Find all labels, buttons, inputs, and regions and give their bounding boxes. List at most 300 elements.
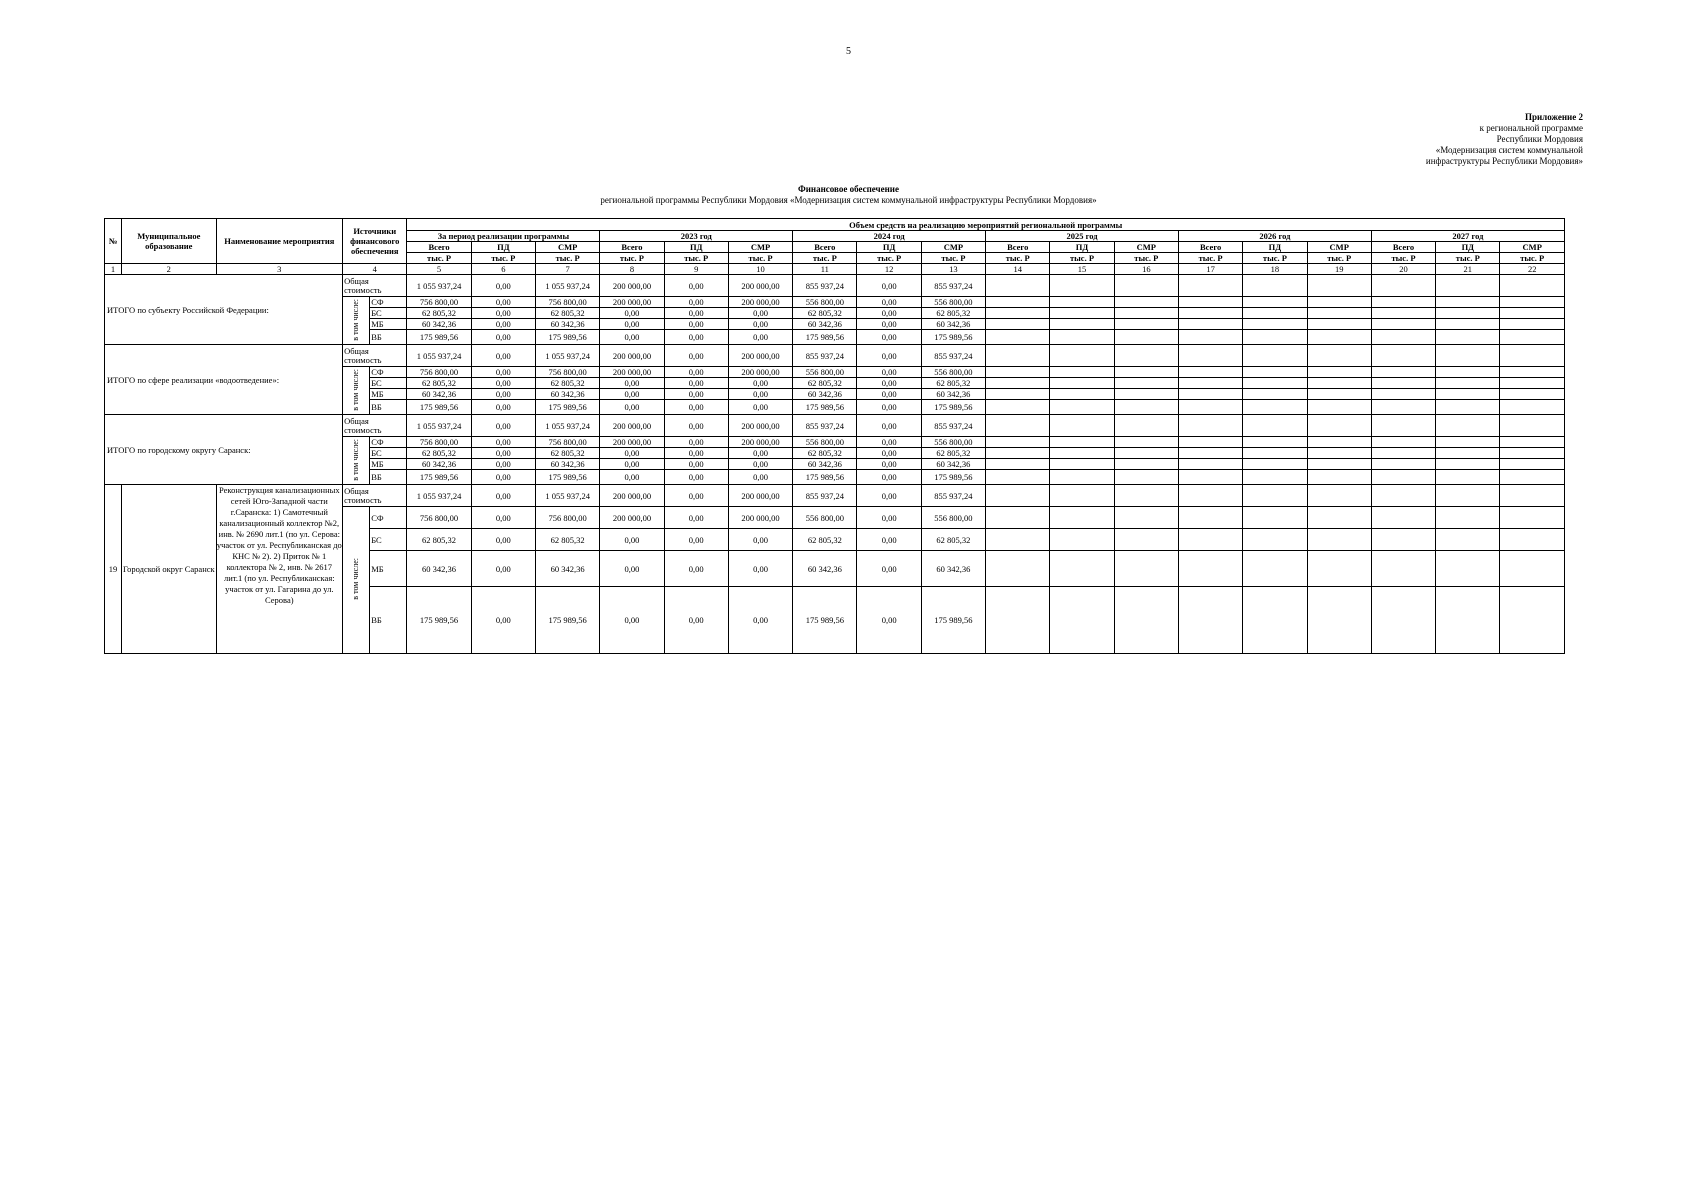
header-sub-smr: СМР	[1307, 242, 1371, 253]
value-cell: 0,00	[857, 275, 921, 297]
value-cell: 175 989,56	[407, 400, 471, 415]
value-cell	[1436, 437, 1500, 448]
value-cell: 200 000,00	[600, 485, 664, 507]
value-cell	[1436, 470, 1500, 485]
value-cell: 556 800,00	[921, 297, 985, 308]
incl-label	[343, 437, 370, 485]
document-title-main: Финансовое обеспечение	[798, 184, 899, 194]
value-cell	[986, 485, 1050, 507]
header-unit: тыс. Р	[793, 253, 857, 264]
value-cell: 62 805,32	[536, 529, 600, 551]
header-unit: тыс. Р	[536, 253, 600, 264]
value-cell	[1371, 507, 1435, 529]
value-cell	[1243, 529, 1307, 551]
value-cell	[1178, 389, 1242, 400]
value-cell: 62 805,32	[921, 448, 985, 459]
value-cell: 0,00	[664, 507, 728, 529]
value-cell: 0,00	[664, 437, 728, 448]
value-cell	[1371, 459, 1435, 470]
value-cell: 1 055 937,24	[536, 415, 600, 437]
value-cell: 0,00	[664, 415, 728, 437]
header-sub-total: Всего	[986, 242, 1050, 253]
value-cell	[1114, 297, 1178, 308]
value-cell	[1114, 470, 1178, 485]
value-cell	[1500, 378, 1565, 389]
value-cell	[986, 587, 1050, 654]
value-cell: 1 055 937,24	[407, 485, 471, 507]
value-cell	[1500, 507, 1565, 529]
value-cell: 0,00	[471, 459, 535, 470]
value-cell: 62 805,32	[407, 448, 471, 459]
value-cell	[1371, 551, 1435, 587]
value-cell: 0,00	[664, 400, 728, 415]
incl-label-text: в том числе:	[351, 298, 361, 341]
source-name: СФ	[370, 507, 407, 529]
value-cell: 0,00	[471, 448, 535, 459]
value-cell	[1050, 448, 1114, 459]
value-cell: 0,00	[471, 507, 535, 529]
value-cell	[1371, 437, 1435, 448]
value-cell	[1114, 415, 1178, 437]
column-number: 8	[600, 264, 664, 275]
value-cell: 60 342,36	[536, 319, 600, 330]
value-cell: 0,00	[857, 470, 921, 485]
value-cell	[1371, 448, 1435, 459]
value-cell: 756 800,00	[407, 437, 471, 448]
value-cell: 0,00	[857, 378, 921, 389]
value-cell: 200 000,00	[728, 437, 792, 448]
value-cell	[986, 275, 1050, 297]
header-unit: тыс. Р	[857, 253, 921, 264]
value-cell	[1307, 448, 1371, 459]
column-number: 9	[664, 264, 728, 275]
value-cell	[1500, 415, 1565, 437]
value-cell	[1436, 389, 1500, 400]
value-cell	[986, 551, 1050, 587]
value-cell: 200 000,00	[728, 297, 792, 308]
header-unit: тыс. Р	[1243, 253, 1307, 264]
value-cell	[1500, 345, 1565, 367]
value-cell: 556 800,00	[793, 297, 857, 308]
value-cell	[986, 378, 1050, 389]
header-sub-smr: СМР	[1114, 242, 1178, 253]
value-cell	[1243, 415, 1307, 437]
value-cell	[1114, 485, 1178, 507]
value-cell	[1436, 485, 1500, 507]
value-cell	[986, 437, 1050, 448]
value-cell	[1371, 415, 1435, 437]
value-cell: 0,00	[857, 459, 921, 470]
table-row	[105, 345, 1565, 367]
value-cell: 60 342,36	[536, 459, 600, 470]
incl-label	[343, 297, 370, 345]
value-cell: 60 342,36	[536, 389, 600, 400]
value-cell: 0,00	[471, 297, 535, 308]
header-unit: тыс. Р	[1500, 253, 1565, 264]
value-cell	[1243, 367, 1307, 378]
header-unit: тыс. Р	[921, 253, 985, 264]
value-cell	[1114, 319, 1178, 330]
value-cell: 855 937,24	[921, 485, 985, 507]
source-name: МБ	[370, 319, 407, 330]
value-cell: 0,00	[600, 400, 664, 415]
header-unit: тыс. Р	[1307, 253, 1371, 264]
total-label: Общая стоимость	[343, 275, 407, 297]
value-cell	[1178, 378, 1242, 389]
value-cell	[1178, 330, 1242, 345]
header-sub-pd: ПД	[471, 242, 535, 253]
value-cell	[1050, 367, 1114, 378]
column-number: 15	[1050, 264, 1114, 275]
source-name: БС	[370, 529, 407, 551]
value-cell	[1243, 507, 1307, 529]
column-number: 20	[1371, 264, 1435, 275]
value-cell	[1436, 345, 1500, 367]
value-cell: 0,00	[728, 389, 792, 400]
value-cell: 0,00	[728, 308, 792, 319]
value-cell	[1371, 529, 1435, 551]
value-cell	[1178, 367, 1242, 378]
value-cell	[1500, 297, 1565, 308]
group-label: ИТОГО по городскому округу Саранск:	[105, 415, 343, 485]
value-cell	[1243, 389, 1307, 400]
header-unit: тыс. Р	[664, 253, 728, 264]
value-cell: 60 342,36	[921, 319, 985, 330]
value-cell: 0,00	[600, 551, 664, 587]
value-cell	[986, 459, 1050, 470]
value-cell	[1307, 507, 1371, 529]
value-cell: 200 000,00	[728, 415, 792, 437]
value-cell: 1 055 937,24	[536, 275, 600, 297]
value-cell: 0,00	[600, 308, 664, 319]
value-cell: 0,00	[857, 319, 921, 330]
header-unit: тыс. Р	[1050, 253, 1114, 264]
column-number: 10	[728, 264, 792, 275]
value-cell	[1114, 330, 1178, 345]
value-cell	[1500, 459, 1565, 470]
value-cell: 175 989,56	[407, 587, 471, 654]
value-cell: 0,00	[728, 529, 792, 551]
source-name: МБ	[370, 459, 407, 470]
value-cell	[1307, 459, 1371, 470]
value-cell	[1500, 587, 1565, 654]
value-cell	[986, 389, 1050, 400]
value-cell	[1243, 308, 1307, 319]
value-cell: 60 342,36	[793, 459, 857, 470]
value-cell	[1436, 367, 1500, 378]
value-cell: 0,00	[471, 378, 535, 389]
value-cell	[986, 308, 1050, 319]
value-cell	[1178, 485, 1242, 507]
value-cell: 60 342,36	[407, 389, 471, 400]
value-cell	[1371, 400, 1435, 415]
value-cell: 0,00	[471, 345, 535, 367]
value-cell: 855 937,24	[921, 415, 985, 437]
value-cell	[1050, 275, 1114, 297]
value-cell	[1436, 587, 1500, 654]
value-cell	[1436, 448, 1500, 459]
value-cell: 175 989,56	[536, 400, 600, 415]
value-cell	[1436, 551, 1500, 587]
document-title-sub: региональной программы Республики Мордовия «Модернизация систем коммунальной инфраструктуры Республики Мордовия»	[600, 195, 1097, 205]
value-cell	[1050, 345, 1114, 367]
value-cell: 200 000,00	[600, 345, 664, 367]
value-cell: 0,00	[471, 415, 535, 437]
value-cell: 60 342,36	[536, 551, 600, 587]
value-cell	[1178, 459, 1242, 470]
header-period: 2023 год	[600, 231, 793, 242]
value-cell: 556 800,00	[793, 367, 857, 378]
value-cell: 175 989,56	[407, 330, 471, 345]
value-cell	[1371, 297, 1435, 308]
value-cell	[1050, 308, 1114, 319]
value-cell	[1114, 437, 1178, 448]
header-sub-total: Всего	[1178, 242, 1242, 253]
value-cell	[1114, 345, 1178, 367]
value-cell: 60 342,36	[921, 389, 985, 400]
value-cell: 0,00	[664, 470, 728, 485]
value-cell	[1178, 308, 1242, 319]
value-cell: 62 805,32	[921, 529, 985, 551]
header-period: 2024 год	[793, 231, 986, 242]
value-cell	[1050, 507, 1114, 529]
value-cell: 62 805,32	[793, 308, 857, 319]
value-cell: 556 800,00	[921, 507, 985, 529]
value-cell: 0,00	[664, 330, 728, 345]
table-row	[105, 485, 1565, 507]
value-cell: 0,00	[857, 367, 921, 378]
value-cell: 0,00	[664, 551, 728, 587]
header-period: 2025 год	[986, 231, 1179, 242]
value-cell: 0,00	[728, 448, 792, 459]
value-cell	[1436, 378, 1500, 389]
header-sub-total: Всего	[1371, 242, 1435, 253]
column-number: 18	[1243, 264, 1307, 275]
value-cell	[1243, 587, 1307, 654]
value-cell	[986, 367, 1050, 378]
header-unit: тыс. Р	[986, 253, 1050, 264]
value-cell	[1243, 319, 1307, 330]
value-cell: 0,00	[664, 378, 728, 389]
value-cell: 62 805,32	[407, 308, 471, 319]
value-cell	[1114, 507, 1178, 529]
header-unit: тыс. Р	[1436, 253, 1500, 264]
header-sub-smr: СМР	[1500, 242, 1565, 253]
value-cell: 0,00	[471, 470, 535, 485]
value-cell: 200 000,00	[600, 297, 664, 308]
financing-table	[104, 218, 1565, 654]
value-cell: 0,00	[857, 308, 921, 319]
header-unit: тыс. Р	[1371, 253, 1435, 264]
value-cell: 0,00	[600, 378, 664, 389]
value-cell: 175 989,56	[921, 587, 985, 654]
value-cell: 1 055 937,24	[407, 415, 471, 437]
value-cell: 0,00	[857, 448, 921, 459]
header-unit: тыс. Р	[471, 253, 535, 264]
value-cell: 0,00	[600, 330, 664, 345]
header-sub-pd: ПД	[1436, 242, 1500, 253]
value-cell	[1371, 587, 1435, 654]
header-sub-pd: ПД	[664, 242, 728, 253]
value-cell: 0,00	[471, 367, 535, 378]
value-cell	[1500, 448, 1565, 459]
value-cell	[1114, 400, 1178, 415]
value-cell: 0,00	[600, 587, 664, 654]
header-unit: тыс. Р	[600, 253, 664, 264]
value-cell: 0,00	[471, 319, 535, 330]
value-cell	[1243, 378, 1307, 389]
value-cell: 60 342,36	[793, 551, 857, 587]
value-cell: 0,00	[857, 330, 921, 345]
value-cell	[986, 319, 1050, 330]
value-cell	[1307, 400, 1371, 415]
value-cell: 756 800,00	[536, 437, 600, 448]
value-cell: 200 000,00	[728, 507, 792, 529]
value-cell: 175 989,56	[921, 400, 985, 415]
appendix-block	[1426, 112, 1583, 167]
total-label: Общая стоимость	[343, 485, 407, 507]
value-cell: 0,00	[857, 485, 921, 507]
value-cell	[1050, 297, 1114, 308]
column-number: 19	[1307, 264, 1371, 275]
value-cell: 60 342,36	[407, 551, 471, 587]
value-cell: 855 937,24	[793, 485, 857, 507]
value-cell: 0,00	[857, 529, 921, 551]
value-cell	[1500, 529, 1565, 551]
value-cell: 0,00	[857, 551, 921, 587]
value-cell: 60 342,36	[407, 459, 471, 470]
group-label: ИТОГО по субъекту Российской Федерации:	[105, 275, 343, 345]
value-cell: 175 989,56	[793, 470, 857, 485]
value-cell	[1500, 275, 1565, 297]
value-cell: 0,00	[664, 587, 728, 654]
value-cell: 62 805,32	[921, 308, 985, 319]
value-cell	[1114, 378, 1178, 389]
source-name: ВБ	[370, 587, 407, 654]
value-cell	[1114, 448, 1178, 459]
value-cell	[1436, 459, 1500, 470]
document-title	[0, 184, 1697, 206]
column-number: 16	[1114, 264, 1178, 275]
value-cell: 175 989,56	[536, 470, 600, 485]
value-cell	[986, 448, 1050, 459]
value-cell	[1371, 308, 1435, 319]
value-cell: 0,00	[664, 275, 728, 297]
value-cell: 0,00	[471, 551, 535, 587]
value-cell	[1050, 470, 1114, 485]
appendix-title: Приложение 2	[1524, 112, 1583, 122]
value-cell: 0,00	[664, 319, 728, 330]
value-cell: 0,00	[600, 319, 664, 330]
value-cell	[1178, 551, 1242, 587]
value-cell: 0,00	[857, 345, 921, 367]
value-cell	[986, 470, 1050, 485]
value-cell: 556 800,00	[793, 507, 857, 529]
value-cell: 756 800,00	[407, 297, 471, 308]
value-cell: 200 000,00	[728, 345, 792, 367]
total-label: Общая стоимость	[343, 415, 407, 437]
value-cell: 0,00	[471, 400, 535, 415]
item-number: 19	[105, 485, 122, 654]
column-number: 11	[793, 264, 857, 275]
value-cell: 200 000,00	[600, 507, 664, 529]
value-cell	[1307, 378, 1371, 389]
header-sources: Источники финансового обеспечения	[343, 219, 407, 264]
header-period: За период реализации программы	[407, 231, 600, 242]
value-cell	[1500, 330, 1565, 345]
appendix-line: «Модернизация систем коммунальной	[1435, 145, 1583, 155]
value-cell: 855 937,24	[921, 345, 985, 367]
value-cell	[1243, 275, 1307, 297]
value-cell	[1500, 470, 1565, 485]
header-sub-pd: ПД	[1243, 242, 1307, 253]
value-cell: 0,00	[600, 389, 664, 400]
value-cell	[1436, 308, 1500, 319]
value-cell: 175 989,56	[793, 400, 857, 415]
value-cell: 60 342,36	[921, 459, 985, 470]
header-period: 2026 год	[1178, 231, 1371, 242]
value-cell	[1243, 330, 1307, 345]
value-cell: 855 937,24	[921, 275, 985, 297]
value-cell	[1371, 330, 1435, 345]
value-cell: 0,00	[664, 448, 728, 459]
value-cell: 175 989,56	[407, 470, 471, 485]
value-cell: 175 989,56	[536, 587, 600, 654]
value-cell	[1500, 400, 1565, 415]
column-number: 14	[986, 264, 1050, 275]
value-cell	[1371, 485, 1435, 507]
value-cell	[1178, 415, 1242, 437]
value-cell	[986, 415, 1050, 437]
value-cell: 62 805,32	[536, 448, 600, 459]
header-num: №	[105, 219, 122, 264]
value-cell: 756 800,00	[536, 507, 600, 529]
source-name: ВБ	[370, 330, 407, 345]
value-cell: 0,00	[471, 389, 535, 400]
value-cell: 175 989,56	[921, 330, 985, 345]
value-cell	[1500, 437, 1565, 448]
header-sub-smr: СМР	[921, 242, 985, 253]
value-cell	[1114, 529, 1178, 551]
header-event: Наименование мероприятия	[216, 219, 343, 264]
header-unit: тыс. Р	[407, 253, 471, 264]
value-cell: 0,00	[664, 459, 728, 470]
value-cell: 1 055 937,24	[536, 345, 600, 367]
value-cell	[1243, 459, 1307, 470]
incl-label	[343, 507, 370, 654]
value-cell	[1307, 551, 1371, 587]
value-cell: 0,00	[471, 485, 535, 507]
value-cell: 0,00	[664, 389, 728, 400]
value-cell: 60 342,36	[793, 319, 857, 330]
value-cell	[1371, 389, 1435, 400]
value-cell	[1500, 319, 1565, 330]
column-number: 2	[122, 264, 216, 275]
page-number: 5	[846, 46, 851, 57]
value-cell	[1436, 297, 1500, 308]
appendix-line: к региональной программе	[1479, 123, 1583, 133]
value-cell: 62 805,32	[921, 378, 985, 389]
value-cell	[1307, 319, 1371, 330]
header-volume: Объем средств на реализацию мероприятий региональной программы	[407, 219, 1565, 231]
header-unit: тыс. Р	[1114, 253, 1178, 264]
value-cell	[1371, 275, 1435, 297]
value-cell: 855 937,24	[793, 345, 857, 367]
value-cell: 855 937,24	[793, 415, 857, 437]
value-cell	[1243, 437, 1307, 448]
column-number: 3	[216, 264, 343, 275]
value-cell	[1371, 378, 1435, 389]
